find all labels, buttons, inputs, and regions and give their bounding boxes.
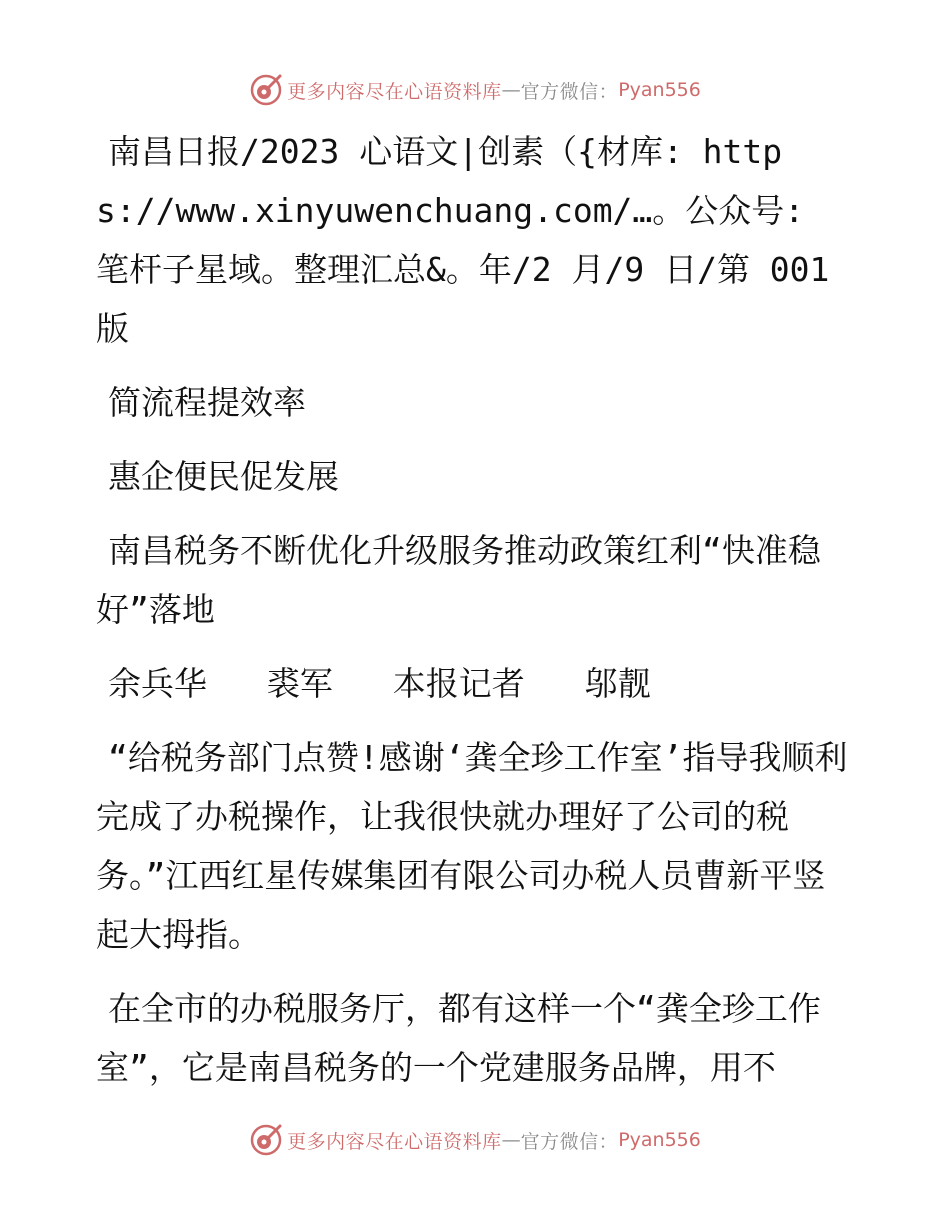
byline-role: 本报记者 xyxy=(392,664,525,703)
banner-wechat-label: 官方微信： xyxy=(520,1130,619,1153)
banner-separator: — xyxy=(501,1129,521,1151)
headline-2: 惠企便民促发展 xyxy=(108,457,339,496)
paragraph-2: 在全市的办税服务厅，都有这样一个“龚全珍工作室”，它是南昌税务的一个党建服务品牌，用不 xyxy=(96,989,821,1087)
banner-separator: — xyxy=(501,79,521,101)
banner-text: 更多内容尽在心语资料库 xyxy=(287,1130,502,1153)
banner-wechat-id: Pyan556 xyxy=(618,79,701,101)
brush-logo-icon xyxy=(249,1123,283,1157)
byline xyxy=(96,654,856,713)
subheadline: 南昌税务不断优化升级服务推动政策红利“快准稳好”落地 xyxy=(96,531,821,629)
byline-author-1: 余兵华 xyxy=(108,664,207,703)
article-body xyxy=(96,122,856,1112)
byline-author-2: 裘军 xyxy=(266,664,333,703)
headline-1: 简流程提效率 xyxy=(108,383,306,422)
brush-logo-icon xyxy=(249,73,283,107)
banner-wechat-id: Pyan556 xyxy=(618,1129,701,1151)
bottom-watermark-banner xyxy=(0,1118,950,1162)
paragraph-1: “给税务部门点赞!感谢‘龚全珍工作室’指导我顺利完成了办税操作，让我很快就办理好了公司的税务。”江西红星传媒集团有限公司办税人员曹新平竖起大拇指。 xyxy=(96,738,848,954)
banner-text: 更多内容尽在心语资料库 xyxy=(287,80,502,103)
top-watermark-banner xyxy=(0,68,950,112)
article-header: 南昌日报/2023 心语文|创素（{材库: https://www.xinyuwenchuang.com/…。公众号: 笔杆子星域。整理汇总&。年/2 月/9 日/第 001 版 xyxy=(96,132,830,348)
banner-wechat-label: 官方微信： xyxy=(520,80,619,103)
byline-author-3: 邬靓 xyxy=(584,664,651,703)
